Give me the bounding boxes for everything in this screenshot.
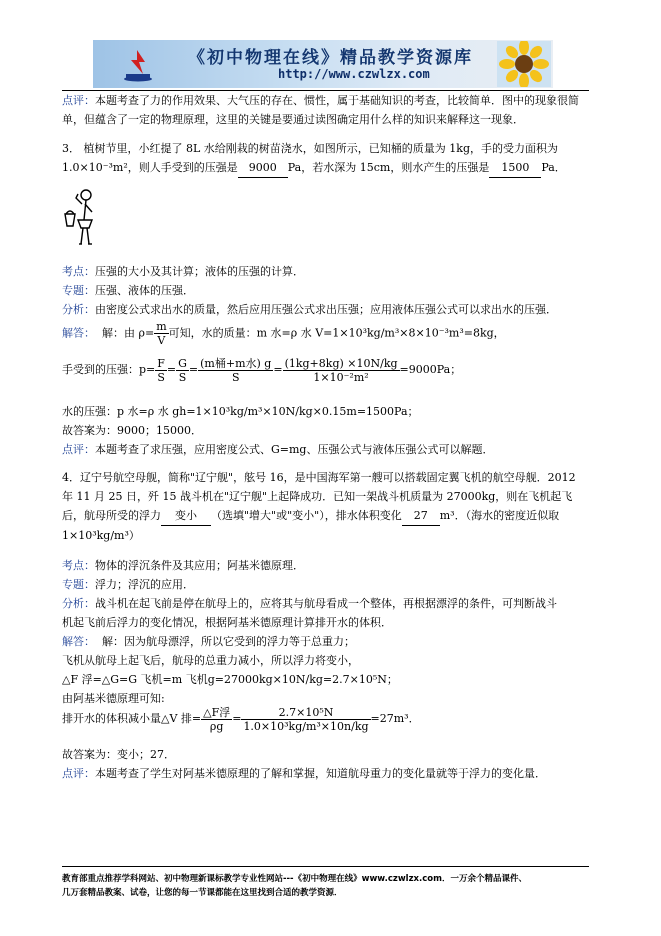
sunflower-icon bbox=[497, 41, 551, 87]
question-3: 3． 植树节里，小红提了 8L 水给刚栽的树苗浇水，如图所示，已知桶的质量为 1kg，手的受力面积为 1.0×10⁻³m²，则人手受到的压强是 9000 Pa，若水深为 15cm，则水产生的压强是 1500 Pa． bbox=[62, 139, 589, 178]
fraction: $\frac{m}{V}$ bbox=[156, 320, 167, 347]
fraction: $\frac{(1kg+8kg) \times 10N/kg}{\text{1×10⁻²m²}}$ bbox=[284, 356, 398, 384]
fraction: $\frac{\text{△F浮}}{\rho g}$ bbox=[203, 705, 231, 733]
girl-carrying-bucket-figure bbox=[62, 188, 102, 252]
q3-solution: 考点：压强的大小及其计算；液体的压强的计算． 专题：压强、液体的压强． 分析：由密度公式求出水的质量，然后应用压强公式求出压强；应用液体压强公式可以求出水的压强． bbox=[62, 265, 557, 316]
answer-blank: 变小 bbox=[161, 506, 211, 526]
fraction: $\frac{\text{(m桶+m水) g}}{S}$ bbox=[200, 356, 272, 384]
top-comment: 点评：本题考查了力的作用效果、大气压的存在、惯性，属于基础知识的考查，比较简单．图中的现象很简单，但蕴含了一定的物理原理，这里的关键是要通过读图确定用什么样的知识来解释这一现象． bbox=[62, 94, 579, 126]
fraction: $\frac{G}{S}$ bbox=[178, 356, 187, 384]
q3-pressure-formula: 手受到的压强：p= $\frac{F}{S}$ = $\frac{G}{S}$ = $\frac{\text{(m桶+m水) g}}{S}$ = $\frac{(1kg+8kg) \times 10N/kg}{\text{1×10⁻²m²}}$ =9000Pa； bbox=[62, 356, 462, 384]
q4-conclusion: 故答案为：变小；27． 点评：本题考查了学生对阿基米德原理的了解和掌握，知道航母重力的变化量就等于浮力的变化量． bbox=[62, 748, 546, 780]
logo-icon bbox=[123, 48, 153, 82]
fraction: $\frac{\text{2.7×10⁵N}}{\text{1.0×10³kg/m³×10n/kg}}$ bbox=[243, 705, 369, 733]
answer-blank: 1500 bbox=[489, 158, 541, 178]
answer-blank: 9000 bbox=[238, 158, 288, 178]
answer-blank: 27 bbox=[402, 506, 440, 526]
footer: 教育部重点推荐学科网站、初中物理新课标教学专业性网站---《初中物理在线》www.czwlzx.com．一万余个精品课件、 几万套精品教案、试卷，让您的每一节课都能在这里找到合适的教学资源． bbox=[62, 874, 527, 898]
q4-volume-formula: 排开水的体积减小量△V 排= $\frac{\text{△F浮}}{\rho g}$ = $\frac{\text{2.7×10⁵N}}{\text{1.0×10³kg/m³×10n/kg}}$ =27m³． bbox=[62, 705, 420, 733]
fraction: $\frac{F}{S}$ bbox=[157, 356, 165, 384]
q4-solution: 考点：物体的浮沉条件及其应用；阿基米德原理． 专题：浮力；浮沉的应用． 分析：战斗机在起飞前是停在航母上的，应将其与航母看成一个整体，再根据漂浮的条件，可判断战斗 机起飞前后浮力的变化情况，根据阿基米德原理计算排开水的体积． 解答： 解：因为航母漂浮，所以它受到的浮力等于总重力； 飞机从航母上起飞后，航母的总重力减小，所以浮力将变小， △F 浮=△G=G 飞机=m 飞机g=27000kg×10N/kg=2.7×10⁵N； 由阿基米德原理可知: bbox=[62, 559, 557, 705]
banner-url: http://www.czwlzx.com bbox=[278, 67, 430, 81]
banner-title: 《初中物理在线》精品教学资源库 bbox=[188, 48, 473, 68]
q3-conclusion: 水的压强：p 水=ρ 水 gh=1×10³kg/m³×10N/kg×0.15m=1500Pa； 故答案为：9000；15000． 点评：本题考查了求压强，应用密度公式、G=mg、压强公式与液体压强公式可以解题． bbox=[62, 405, 494, 456]
header-banner bbox=[93, 40, 553, 88]
question-4: 4．辽宁号航空母舰，简称"辽宁舰"，舷号 16，是中国海军第一艘可以搭载固定翼飞机的航空母舰．2012 年 11 月 25 日，歼 15 战斗机在"辽宁舰"上起降成功．已知一架战斗机质量为 27000kg，则在飞机起飞 后，航母所受的浮力 变小 （选填"增大"或"变小"），排水体积变化 27 m³．（海水的密度近似取 1×10³kg/m³） bbox=[62, 471, 576, 542]
footer-rule bbox=[62, 866, 589, 867]
q3-jieda-line1: 解答： 解：由 ρ= $\frac{m}{V}$ 可知，水的质量：m 水=ρ 水 V=1×10³kg/m³×8×10⁻³m³=8kg， bbox=[62, 320, 505, 347]
